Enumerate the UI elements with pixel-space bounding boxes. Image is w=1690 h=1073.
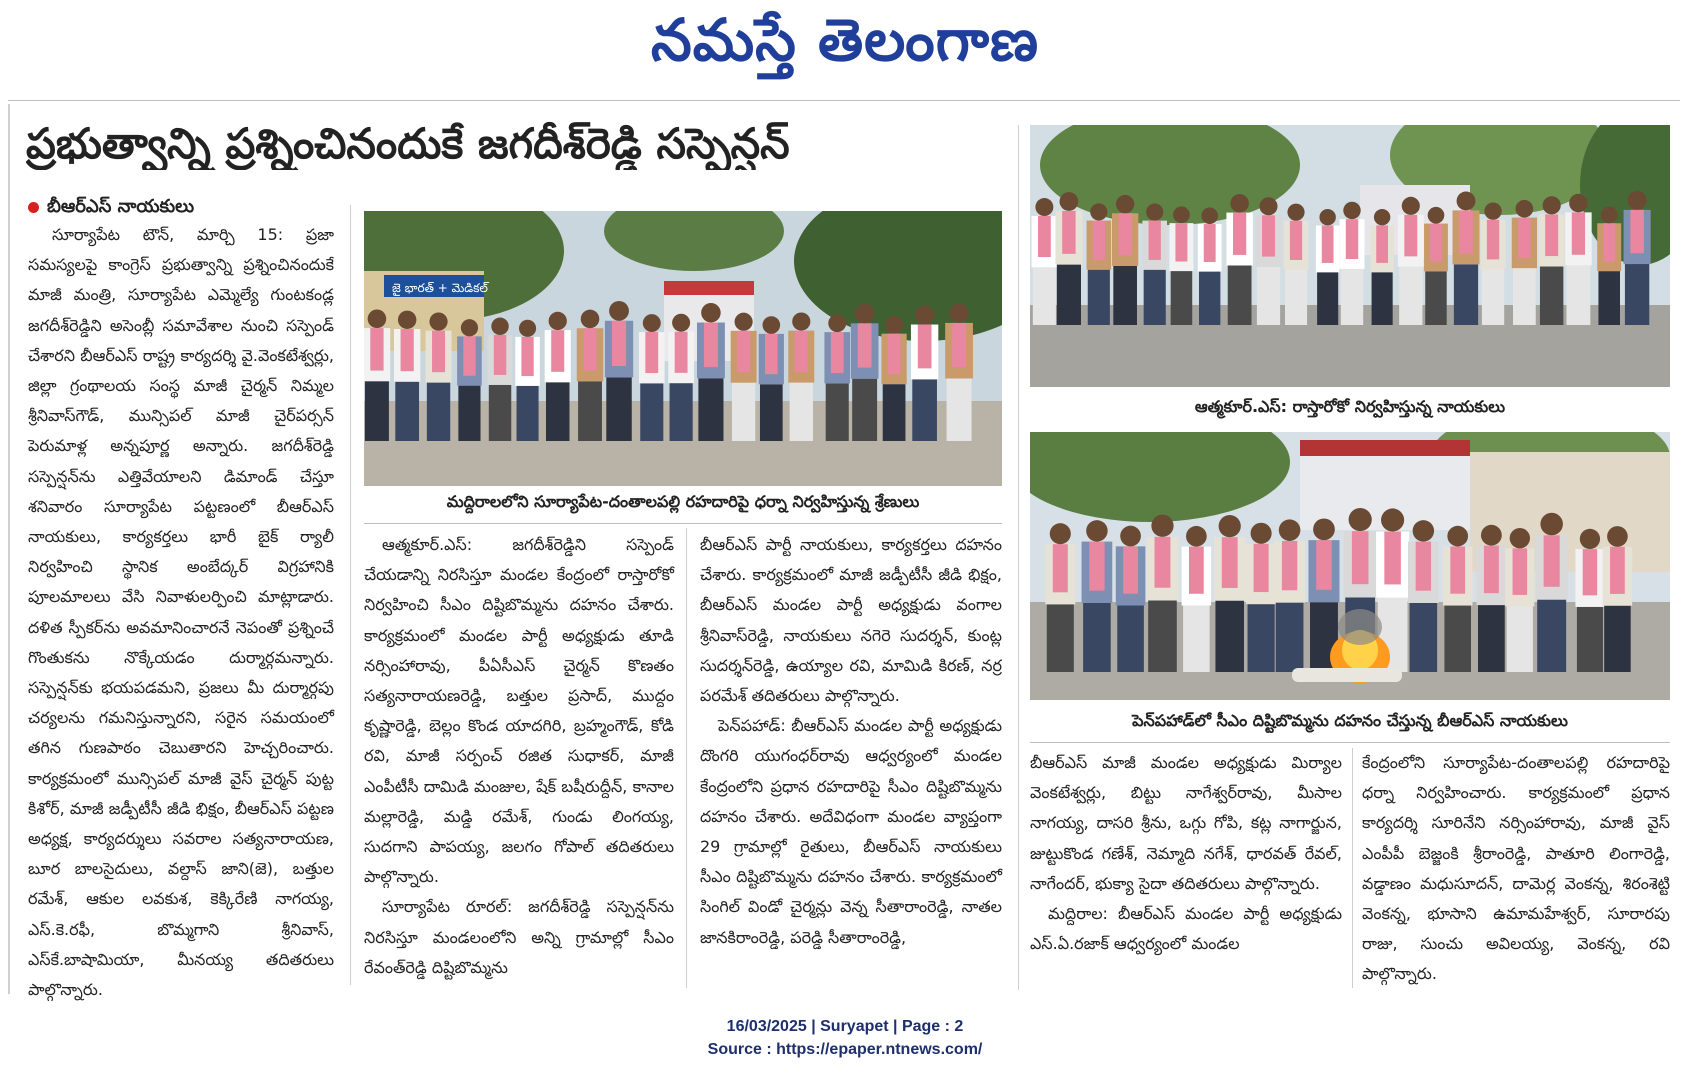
person-figure xyxy=(1147,515,1179,672)
top-right-photo-caption: ఆత్మకూర్‌.ఎస్‌: రాస్తారోకో నిర్వహిస్తున్న నాయకులు xyxy=(1194,397,1506,416)
person-figure xyxy=(1565,194,1592,325)
column-4-para-1: బీఆర్‌ఎస్‌ మాజీ మండల అధ్యక్షుడు మిర్యాల వెంకటేశ్వర్లు, బిట్టు నాగేశ్వర్‌రావు, మీసాల నాగయ్య, దాసరి శ్రీను, ఒగ్గు గోపి, కట్ల నాగార్జున, జుట్టుకొండ గణేశ్‌, నెమ్మాది నగేశ్‌, ధారవత్‌ రేవల్‌, నాగేందర్‌, భుక్యా సైదా తదితరులు పాల్గొన్నారు. xyxy=(1030,753,1342,893)
article-headline: ప్రభుత్వాన్ని ప్రశ్నించినందుకే జగదీశ్‌రెడ్డి సస్పెన్షన్ xyxy=(26,119,790,168)
person-figure xyxy=(1477,525,1507,672)
column-1-text: సూర్యాపేట టౌన్‌, మార్చి 15: ప్రజా సమస్యలపై కాంగ్రెస్‌ ప్రభుత్వాన్ని ప్రశ్నించినందుకే మాజీ మంత్రి, సూర్యాపేట ఎమ్మెల్యే గుంటకండ్ల జగదీశ్‌రెడ్డిని అసెంబ్లీ సమావేశాల నుంచి సస్పెండ్‌ చేశారని బీఆర్‌ఎస్‌ రాష్ట్ర కార్యదర్శి వై.వెంకటేశ్వర్లు, జిల్లా గ్రంథాలయ సంస్థ మాజీ చైర్మన్‌ నిమ్మల శ్రీనివాస్‌గౌడ్‌, మున్సిపల్‌ మాజీ చైర్‌పర్సన్‌ పెరుమాళ్ల అన్నపూర్ణ అన్నారు. జగదీశ్‌రెడ్డి సస్పెన్షన్‌ను ఎత్తివేయాలని డిమాండ్‌ చేస్తూ శనివారం సూర్యాపేట పట్టణంలో బీఆర్‌ఎస్‌ నాయకులు, కార్యకర్తలు భారీ బైక్‌ ర్యాలీ నిర్వహించి స్థానిక అంబేద్కర్‌ విగ్రహానికి పూలమాలలు వేసి నివాళులర్పించి మాట్లాడారు. దళిత స్పీకర్‌ను అవమానించారనే నెపంతో ప్రశ్నించే గొంతుకను నొక్కేయడం దుర్మార్గమన్నారు. సస్పెన్షన్‌కు భయపడమని, ప్రజలు మీ దుర్మార్గపు చర్యలను గమనిస్తున్నారని, సరైన సమయంలో తగిన గుణపాఠం చెబుతారని హెచ్చరించారు. కార్యక్రమంలో మున్సిపల్‌ మాజీ వైస్‌ చైర్మన్‌ పుట్ట కిశోర్‌, మాజీ జడ్పీటీసీ జీడి భిక్షం, బీఆర్‌ఎస్‌ పట్టణ అధ్యక్ష, కార్యదర్శులు సవరాల సత్యనారాయణ, బూర బాలసైదులు, వల్దాస్‌ జాని(జె), బత్తుల రమేశ్‌, ఆకుల లవకుశ, కెక్కిరేణి నాగయ్య, ఎస్‌.కె.రఫీ, బొమ్మగాని శ్రీనివాస్‌, ఎస్‌కే.బాషామియా, మీనయ్య తదితరులు పాల్గొన్నారు. xyxy=(28,225,334,1000)
footer-source-line: Source : https://epaper.ntnews.com/ xyxy=(707,1041,983,1058)
person-figure xyxy=(1453,192,1480,325)
person-figure xyxy=(457,319,482,441)
rasta-roko-photo-illustration xyxy=(1030,125,1670,387)
person-figure xyxy=(1370,209,1393,325)
main-photo xyxy=(364,211,1002,486)
person-figure xyxy=(1055,192,1082,325)
person-figure xyxy=(1032,198,1058,325)
mid-right-photo xyxy=(1030,432,1670,700)
column-3-para-1: బీఆర్‌ఎస్‌ పార్టీ నాయకులు, కార్యకర్తలు దహనం చేశారు. కార్యక్రమంలో మాజీ జడ్పీటీసీ జీడి భిక్షం, బీఆర్‌ఎస్‌ మండల పార్టీ అధ్యక్షుడు వంగాల శ్రీనివాస్‌రెడ్డి, నాయకులు నగెరె సుదర్శన్‌, కుంట్ల సుదర్శన్‌రెడ్డి, ఉయ్యాల రవి, మామిడి కిరణ్‌, నర్ర పరమేశ్‌ తదితరులు పాల్గొన్నారు. xyxy=(700,535,1002,706)
person-figure xyxy=(851,304,879,441)
person-figure xyxy=(1481,202,1506,325)
person-figure xyxy=(1256,197,1282,325)
person-figure xyxy=(1340,202,1365,325)
person-figure xyxy=(788,312,814,441)
person-figure xyxy=(1226,194,1252,325)
dharna-photo-illustration xyxy=(364,211,1002,486)
person-figure xyxy=(731,313,757,441)
person-figure xyxy=(394,311,420,441)
person-figure xyxy=(1045,523,1075,672)
person-figure xyxy=(1539,196,1565,325)
person-figure xyxy=(1142,203,1167,325)
person-figure xyxy=(911,305,938,441)
column-4-para-2: మద్దిరాల: బీఆర్‌ఎస్‌ మండల పార్టీ అధ్యక్షుడు ఎస్‌.ఏ.రజాక్‌ ఆధ్వర్యంలో మండల xyxy=(1030,904,1342,954)
person-figure xyxy=(1112,195,1138,325)
person-figure xyxy=(1284,204,1309,325)
person-figure xyxy=(1274,519,1305,672)
person-figure xyxy=(1198,207,1222,325)
column-2-para-1: ఆత్మకూర్‌.ఎస్‌: జగదీశ్‌రెడ్డిని సస్పెండ్‌ చేయడాన్ని నిరసిస్తూ మండల కేంద్రంలో రాస్తారోకో నిర్వహించి సీఎం దిష్టిబొమ్మను దహనం చేశారు. కార్యక్రమంలో మండల పార్టీ అధ్యక్షుడు తూడి నర్సింహారావు, పీఏసీఎస్‌ చైర్మన్‌ కొణతం సత్యనారాయణరెడ్డి, బత్తుల ప్రసాద్‌, ముద్దం కృష్ణారెడ్డి, బెల్లం కొండ యాదగిరి, బ్రహ్మంగౌడ్‌, కోడి రవి, మాజీ సర్పంచ్‌ రజిత సుధాకర్‌, మాజీ ఎంపీటీసీ దామిడి మంజుల, షేక్‌ బషీరుద్దీన్‌, కానాల మల్లారెడ్డి, మడ్డి రమేశ్‌, గుండు లింగయ్య, సుదగాని పాపయ్య, జలగం గోపాల్‌ తదితరులు పాల్గొన్నారు. xyxy=(364,535,674,887)
footer-date-line: 16/03/2025 | Suryapet | Page : 2 xyxy=(726,1018,964,1035)
person-figure xyxy=(1182,526,1212,672)
person-figure xyxy=(1443,526,1473,672)
person-figure xyxy=(668,314,694,441)
person-figure xyxy=(1082,520,1113,672)
person-figure xyxy=(1246,523,1276,672)
article-column-4 xyxy=(1030,748,1342,988)
person-figure xyxy=(697,303,725,441)
person-figure xyxy=(1575,529,1604,672)
column-divider xyxy=(350,205,351,985)
newspaper-logo: నమస్తే తెలంగాణ xyxy=(651,6,1039,74)
person-figure xyxy=(577,310,604,441)
column-2-para-2: సూర్యాపేట రూరల్‌: జగదీశ్‌రెడ్డి సస్పెన్షన్‌ను నిరసిస్తూ మండలంలోని అన్ని గ్రామాల్లో సీఎం రేవంత్‌రెడ్డి దిష్టిబొమ్మను xyxy=(364,897,674,977)
byline-text: బీఆర్‌ఎస్‌ నాయకులు xyxy=(47,196,195,217)
person-figure xyxy=(488,318,513,441)
person-figure xyxy=(1603,526,1632,672)
effigy-burning-photo-illustration xyxy=(1030,432,1670,700)
article-column-3 xyxy=(700,530,1002,990)
person-figure xyxy=(1512,200,1537,325)
person-figure xyxy=(545,312,571,441)
person-figure xyxy=(1505,528,1534,672)
person-figure xyxy=(1536,513,1568,672)
column-divider xyxy=(686,528,687,988)
person-figure xyxy=(1116,526,1146,672)
person-figure xyxy=(824,314,850,441)
person-figure xyxy=(426,312,452,441)
person-figure xyxy=(1087,203,1112,325)
column-divider xyxy=(1352,748,1353,988)
column-divider xyxy=(1018,125,1019,990)
person-figure xyxy=(1398,197,1424,325)
bullet-icon xyxy=(28,202,39,213)
person-figure xyxy=(364,309,390,441)
person-figure xyxy=(1597,206,1621,325)
top-right-photo xyxy=(1030,125,1670,387)
person-figure xyxy=(1316,209,1339,325)
main-photo-caption: మద్దిరాలలోని సూర్యాపేట-దంతాలపల్లి రహదారిపై ధర్నా నిర్వహిస్తున్న శ్రేణులు xyxy=(446,492,920,511)
person-figure xyxy=(1408,520,1439,672)
person-figure xyxy=(515,320,540,441)
article-column-2 xyxy=(364,530,674,990)
person-figure xyxy=(1624,191,1651,325)
masthead xyxy=(0,0,1690,80)
mid-right-photo-caption: పెన్‌పహాడ్‌లో సీఎం దిష్టిబొమ్మను దహనం చేస్తున్న బీఆర్‌ఎస్‌ నాయకులు xyxy=(1132,711,1568,730)
column-3-para-2: పెన్‌పహాడ్‌: బీఆర్‌ఎస్‌ మండల పార్టీ అధ్యక్షుడు దొంగరి యుగంధర్‌రావు ఆధ్వర్యంలో మండల కేంద్రంలోని ప్రధాన రహదారిపై సీఎం దిష్టిబొమ్మను దహనం చేశారు. అదేవిధంగా మండల వ్యాప్తంగా 29 గ్రామాల్లో రైతులు, బీఆర్‌ఎస్‌ నాయకులు సీఎం దిష్టిబొమ్మను దహనం చేశారు. కార్యక్రమంలో సింగిల్‌ విండో చైర్మన్లు వెన్న సీతారాంరెడ్డి, నాతల జానకిరాంరెడ్డి, పరెడ్డి సీతారాంరెడ్డి, xyxy=(700,716,1002,947)
masthead-divider xyxy=(8,100,1680,101)
shop-sign-text: జై భారత్ + మెడికల్ xyxy=(392,281,488,295)
caption-divider xyxy=(1030,742,1670,743)
person-figure xyxy=(881,316,906,441)
person-figure xyxy=(1169,206,1193,325)
article-column-5 xyxy=(1362,748,1670,988)
caption-divider xyxy=(364,523,1002,524)
article-column-1 xyxy=(28,220,334,1000)
page-left-border xyxy=(8,104,10,994)
person-figure xyxy=(1424,207,1448,325)
column-5-para-1: కేంద్రంలోని సూర్యాపేట-దంతాలపల్లి రహదారిపై ధర్నా నిర్వహించారు. కార్యక్రమంలో ప్రధాన కార్యదర్శి సూరినేని నర్సింహారావు, మాజీ వైస్‌ ఎంపీపీ బెజ్జంకి శ్రీరాంరెడ్డి, పాతూరి లింగారెడ్డి, వడ్డాణం మధుసూదన్‌, దామెర్ల వెంకన్న, శిరంశెట్టి వెంకన్న, భూసాని ఉమామహేశ్వర్‌, సూరారపు రాజు, సుంచు అవిలయ్య, వెంకన్న, రవి పాల్గొన్నారు. xyxy=(1362,753,1670,984)
person-figure xyxy=(1214,515,1246,672)
article-byline xyxy=(28,196,194,221)
person-figure xyxy=(639,314,665,441)
person-figure xyxy=(605,301,633,441)
person-figure xyxy=(945,303,973,441)
person-figure xyxy=(759,316,784,441)
